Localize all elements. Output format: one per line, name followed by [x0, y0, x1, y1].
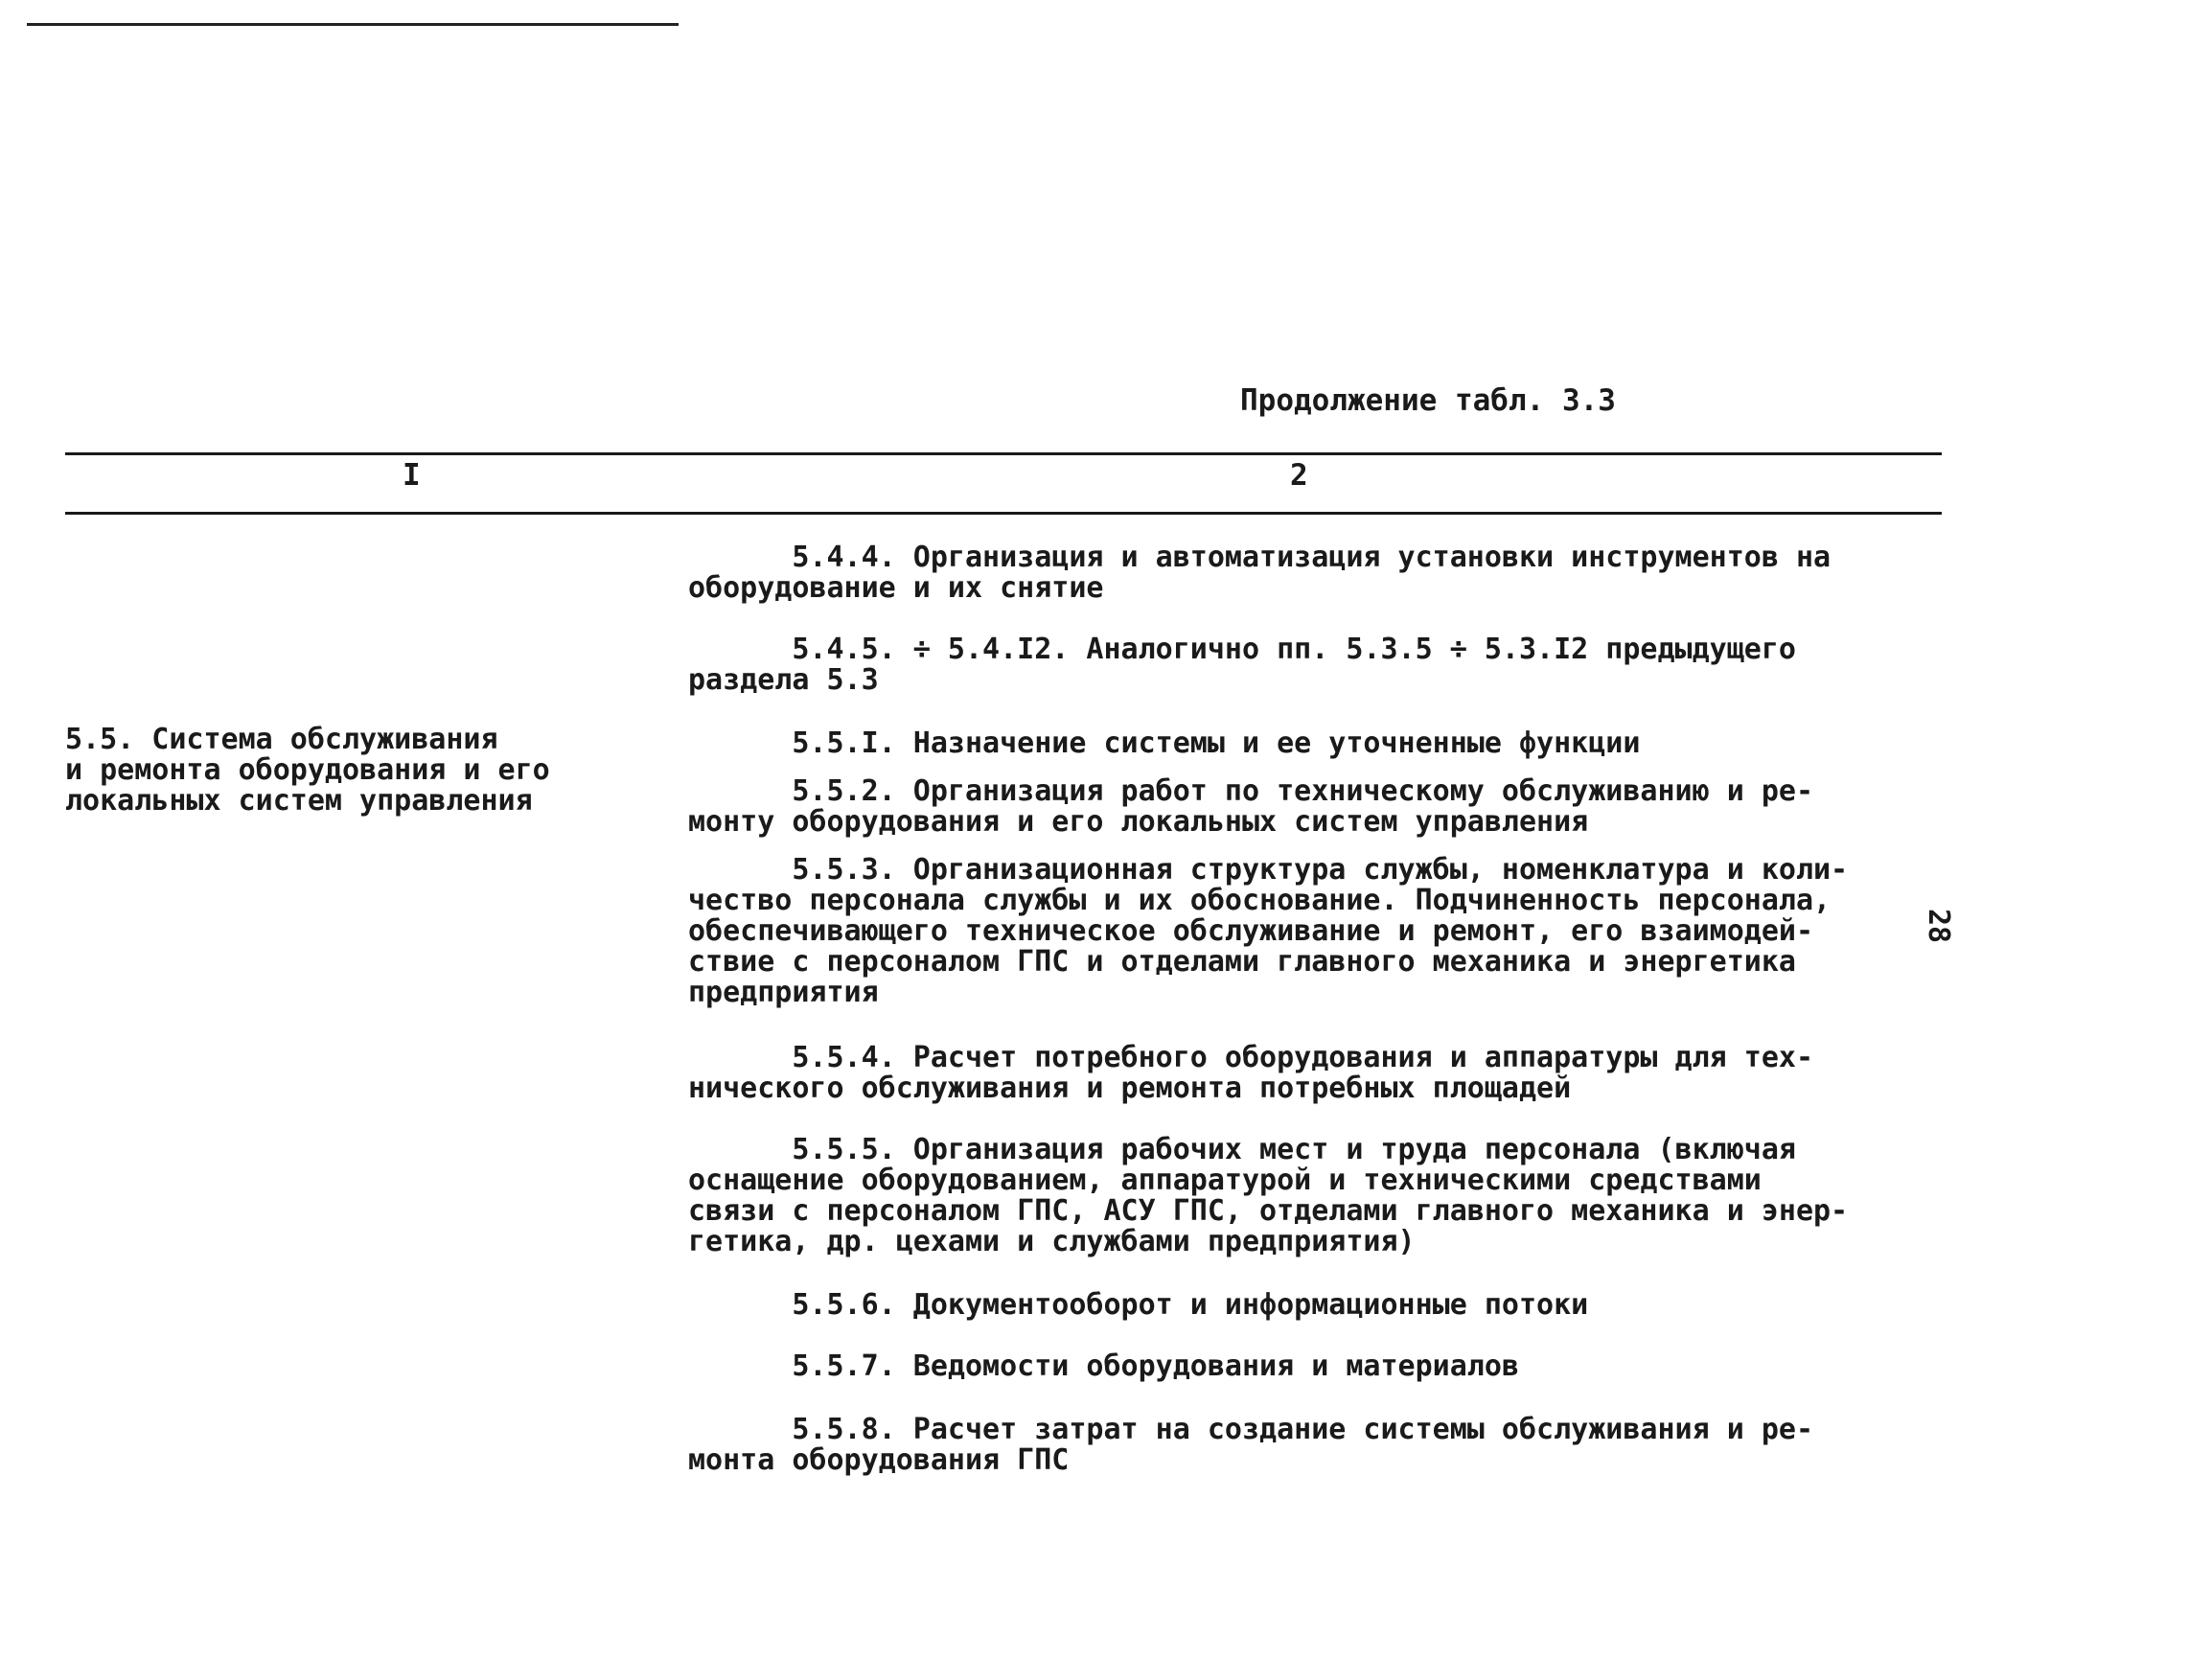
- column-header-1: I: [403, 458, 421, 493]
- entry-5-5-1: 5.5.I. Назначение системы и ее уточненные функции: [688, 726, 1641, 760]
- column-header-2: 2: [1290, 458, 1308, 493]
- entry-5-5-7: 5.5.7. Ведомости оборудования и материалов: [688, 1349, 1519, 1383]
- section-title-cell: 5.5. Система обслуживания и ремонта оборудования и его локальных систем управления: [65, 723, 550, 818]
- entry-5-5-8: 5.5.8. Расчет затрат на создание системы обслуживания и ре- монта оборудования ГПС: [688, 1413, 1813, 1477]
- entry-5-5-4: 5.5.4. Расчет потребного оборудования и аппаратуры для тех- нического обслуживания и ремонта потребных площадей: [688, 1041, 1813, 1105]
- table-continuation-label: Продолжение табл. 3.3: [1240, 383, 1616, 418]
- entry-5-4-5: 5.4.5. ÷ 5.4.I2. Аналогично пп. 5.3.5 ÷ 5.3.I2 предыдущего раздела 5.3: [688, 633, 1796, 697]
- entry-5-4-4: 5.4.4. Организация и автоматизация установки инструментов на оборудование и их снятие: [688, 541, 1832, 605]
- page-number: 28: [1922, 909, 1955, 944]
- entry-5-5-6: 5.5.6. Документооборот и информационные потоки: [688, 1288, 1589, 1322]
- table-top-rule: [65, 452, 1942, 455]
- entry-5-5-2: 5.5.2. Организация работ по техническому обслуживанию и ре- монту оборудования и его локальных систем управления: [688, 774, 1813, 839]
- entry-5-5-5: 5.5.5. Организация рабочих мест и труда персонала (включая оснащение оборудованием, аппаратурой и техническими средствами связи с персоналом ГПС, АСУ ГПС, отделами главного механика и энер- гетика, др. цехами и службами предприятия): [688, 1133, 1849, 1258]
- top-rule: [27, 23, 679, 26]
- table-header-rule: [65, 512, 1942, 515]
- entry-5-5-3: 5.5.3. Организационная структура службы, номенклатура и коли- чество персонала службы и их обоснование. Подчиненность персонала, обеспечивающего техническое обслуживание и ремонт, его взаимодей- ствие с персоналом ГПС и отделами главного механика и энергетика предприятия: [688, 853, 1849, 1009]
